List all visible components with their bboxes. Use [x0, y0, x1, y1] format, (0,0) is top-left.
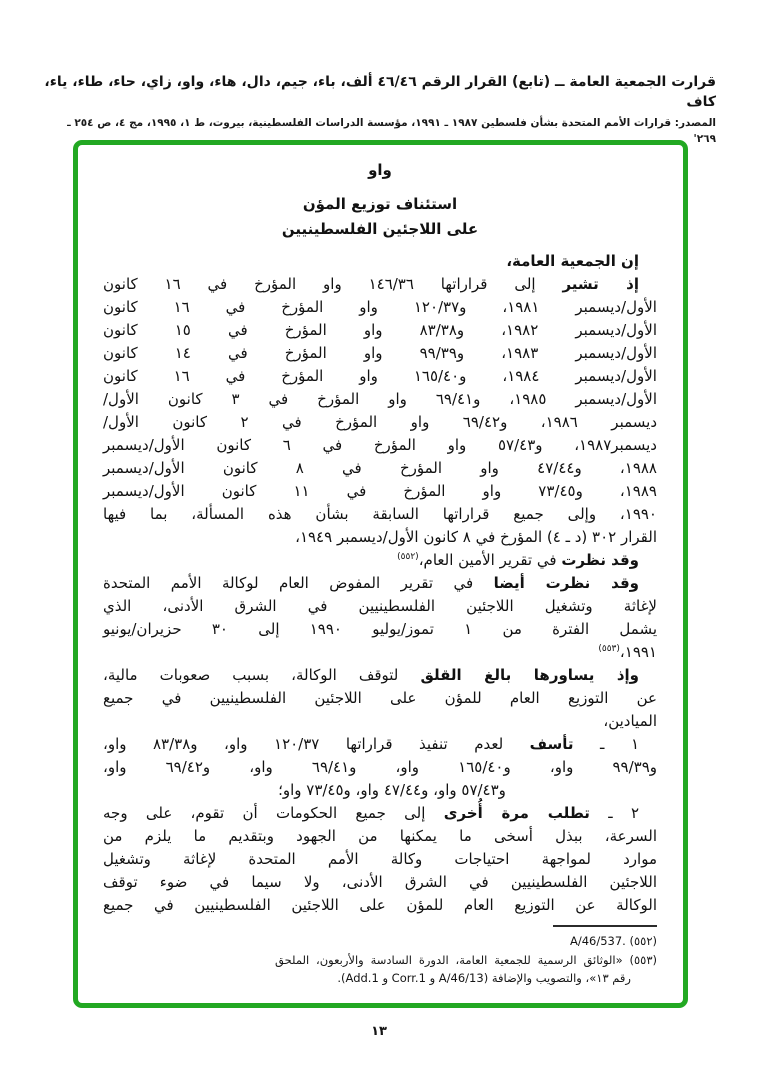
text-segment: ديسمبر١٩٨٧، و٥٧/٤٣ واو المؤرخ في ٦ كانون الأول/ديسمبر [103, 436, 657, 454]
text-line [103, 618, 657, 641]
text-segment: الأول/ديسمبر ١٩٨٣، و٩٩/٣٩ واو المؤرخ في ١٤ كانون [103, 344, 657, 362]
text-line [103, 756, 657, 779]
text-segment: (٥٥٢) [625, 934, 657, 948]
text-segment: في تقرير الأمين العام، [418, 551, 562, 569]
text-segment: موارد لمواجهة احتياجات وكالة الأمم المتحدة لإغاثة وتشغيل [103, 850, 657, 868]
resolution-title-line2: على اللاجئين الفلسطينيين [281, 220, 479, 238]
text-segment: تأسف [529, 735, 574, 753]
text-line [103, 733, 657, 756]
text-line [103, 273, 657, 296]
text-segment: إلى قراراتها ١٤٦/٣٦ واو المؤرخ في ١٦ كانون [103, 275, 563, 293]
header-citation-title: قرارت الجمعية العامة ــ (تابع) القرار الرقم ٤٦/٤٦ ألف، باء، جيم، دال، هاء، واو، زاي، حاء، طاء، ياء، كاف [44, 74, 716, 110]
text-segment: الأول/ديسمبر ١٩٨٢، و٨٣/٣٨ واو المؤرخ في ١٥ كانون [103, 321, 657, 339]
text-line [103, 848, 657, 871]
text-line [103, 250, 657, 273]
text-line [103, 457, 657, 480]
text-segment: ١ ـ [573, 735, 640, 753]
section-letter: واو [368, 161, 392, 179]
text-segment: تطلب مرة أُخرى [443, 804, 590, 822]
footnote-marker: (٥٥٣) [598, 644, 620, 654]
text-line [103, 296, 657, 319]
text-segment: و٥٧/٤٣ واو، و٤٧/٤٤ واو، و٧٣/٤٥ واو؛ [278, 781, 506, 799]
text-segment: ديسمبر ١٩٨٦، و٦٩/٤٢ واو المؤرخ في ٢ كانون الأول/ [103, 413, 658, 431]
text-line [103, 434, 657, 457]
text-segment: يشمل الفترة من ١ تموز/يوليو ١٩٩٠ إلى ٣٠ حزيران/يونيو [103, 620, 657, 638]
text-line [275, 951, 657, 970]
text-segment: إلى جميع الحكومات أن تقوم، على وجه [103, 804, 444, 822]
footnote-separator [553, 925, 657, 927]
text-line [103, 388, 657, 411]
text-segment: ١٩٨٩، و٧٣/٤٥ واو المؤرخ في ١١ كانون الأول/ديسمبر [103, 482, 657, 500]
header-source-line: المصدر: قرارات الأمم المتحدة بشأن فلسطين ١٩٨٧ ـ ١٩٩١، مؤسسة الدراسات الفلسطينية، بيروت، ط ١، ١٩٩٥، مج ٤، ص ٢٥٤ ـ ٢٦٩' [67, 117, 716, 145]
text-segment: ١٩٨٨، و٤٧/٤٤ واو المؤرخ في ٨ كانون الأول/ديسمبر [103, 459, 657, 477]
text-segment: الميادين، [603, 712, 657, 730]
text-line [103, 526, 657, 549]
text-segment: ١٩٩١، [619, 643, 657, 661]
text-segment: إن الجمعية العامة، [506, 252, 639, 270]
text-segment: وقد نظرت أيضا [493, 574, 639, 592]
text-segment: القرار ٣٠٢ (د ـ ٤) المؤرخ في ٨ كانون الأول/ديسمبر ١٩٤٩، [295, 528, 657, 546]
footnotes-block [275, 925, 657, 988]
resolution-text [78, 145, 683, 988]
text-line [103, 480, 657, 503]
text-line [103, 687, 657, 710]
text-segment: الوكالة عن التوزيع العام للمؤن على اللاجئين الفلسطينيين في جميع [103, 896, 657, 914]
text-segment: الأول/ديسمبر ١٩٨٤، و١٦٥/٤٠ واو المؤرخ في ١٦ كانون [103, 367, 657, 385]
text-segment: السرعة، ببذل أسخى ما يمكنها من الجهود وبتقديم ما يلزم من [103, 827, 657, 845]
text-segment: وقد نظرت [561, 551, 639, 569]
page-header [42, 72, 716, 147]
text-segment: و٩٩/٣٩ واو، و١٦٥/٤٠ واو، و٦٩/٤١ واو، و٦٩/٤٢ واو، [103, 758, 658, 776]
page-number: ١٣ [371, 1024, 387, 1039]
footnote-marker: (٥٥٢) [397, 552, 419, 562]
text-line [103, 894, 657, 917]
text-segment: في تقرير المفوض العام لوكالة الأمم المتحدة [103, 574, 494, 592]
text-segment: عن التوزيع العام للمؤن على اللاجئين الفلسطينيين في جميع [103, 689, 657, 707]
text-line [103, 319, 657, 342]
text-line [103, 641, 657, 664]
text-segment: لإغاثة وتشغيل اللاجئين الفلسطينيين في الشرق الأدنى، الذي [103, 597, 657, 615]
text-line [275, 932, 657, 951]
text-line [103, 411, 657, 434]
text-line [103, 664, 657, 687]
text-segment: لعدم تنفيذ قراراتها ١٢٠/٣٧ واو، و٨٣/٣٨ واو، [103, 735, 530, 753]
text-line [103, 710, 657, 733]
text-segment: ٢ ـ [589, 804, 639, 822]
text-segment: رقم ١٣»، والتصويب والإضافة (A/46/13 و Corr.1 و Add.1). [337, 971, 631, 985]
text-line [103, 595, 657, 618]
text-line [103, 871, 657, 894]
text-line [103, 572, 657, 595]
text-segment: إذ تشير [562, 275, 639, 293]
text-segment: وإذ يساورها بالغ القلق [420, 666, 639, 684]
text-line [103, 802, 657, 825]
resolution-title-line1: استئناف توزيع المؤن [302, 195, 458, 213]
green-frame [73, 140, 688, 1008]
text-segment: الأول/ديسمبر ١٩٨٥، و٦٩/٤١ واو المؤرخ في ٣ كانون الأول/ [103, 390, 657, 408]
text-line [103, 342, 657, 365]
text-line [103, 365, 657, 388]
text-line [103, 779, 657, 802]
text-segment: A/46/537. [569, 934, 626, 948]
document-body [103, 250, 657, 917]
text-line [275, 969, 657, 988]
text-segment: (٥٥٣) «الوثائق الرسمية للجمعية العامة، الدورة السادسة والأربعون، الملحق [275, 952, 657, 967]
text-line [103, 549, 657, 572]
text-segment: الأول/ديسمبر ١٩٨١، و١٢٠/٣٧ واو المؤرخ في ١٦ كانون [103, 298, 657, 316]
text-line [103, 503, 657, 526]
text-line [103, 825, 657, 848]
footnotes-lines [275, 932, 657, 988]
text-segment: ١٩٩٠، وإلى جميع قراراتها السابقة بشأن هذه المسألة، بما فيها [103, 505, 657, 523]
text-segment: اللاجئين الفلسطينيين في الشرق الأدنى، ولا سيما في ضوء توقف [103, 873, 657, 891]
text-segment: لتوقف الوكالة، بسبب صعوبات مالية، [103, 666, 421, 684]
